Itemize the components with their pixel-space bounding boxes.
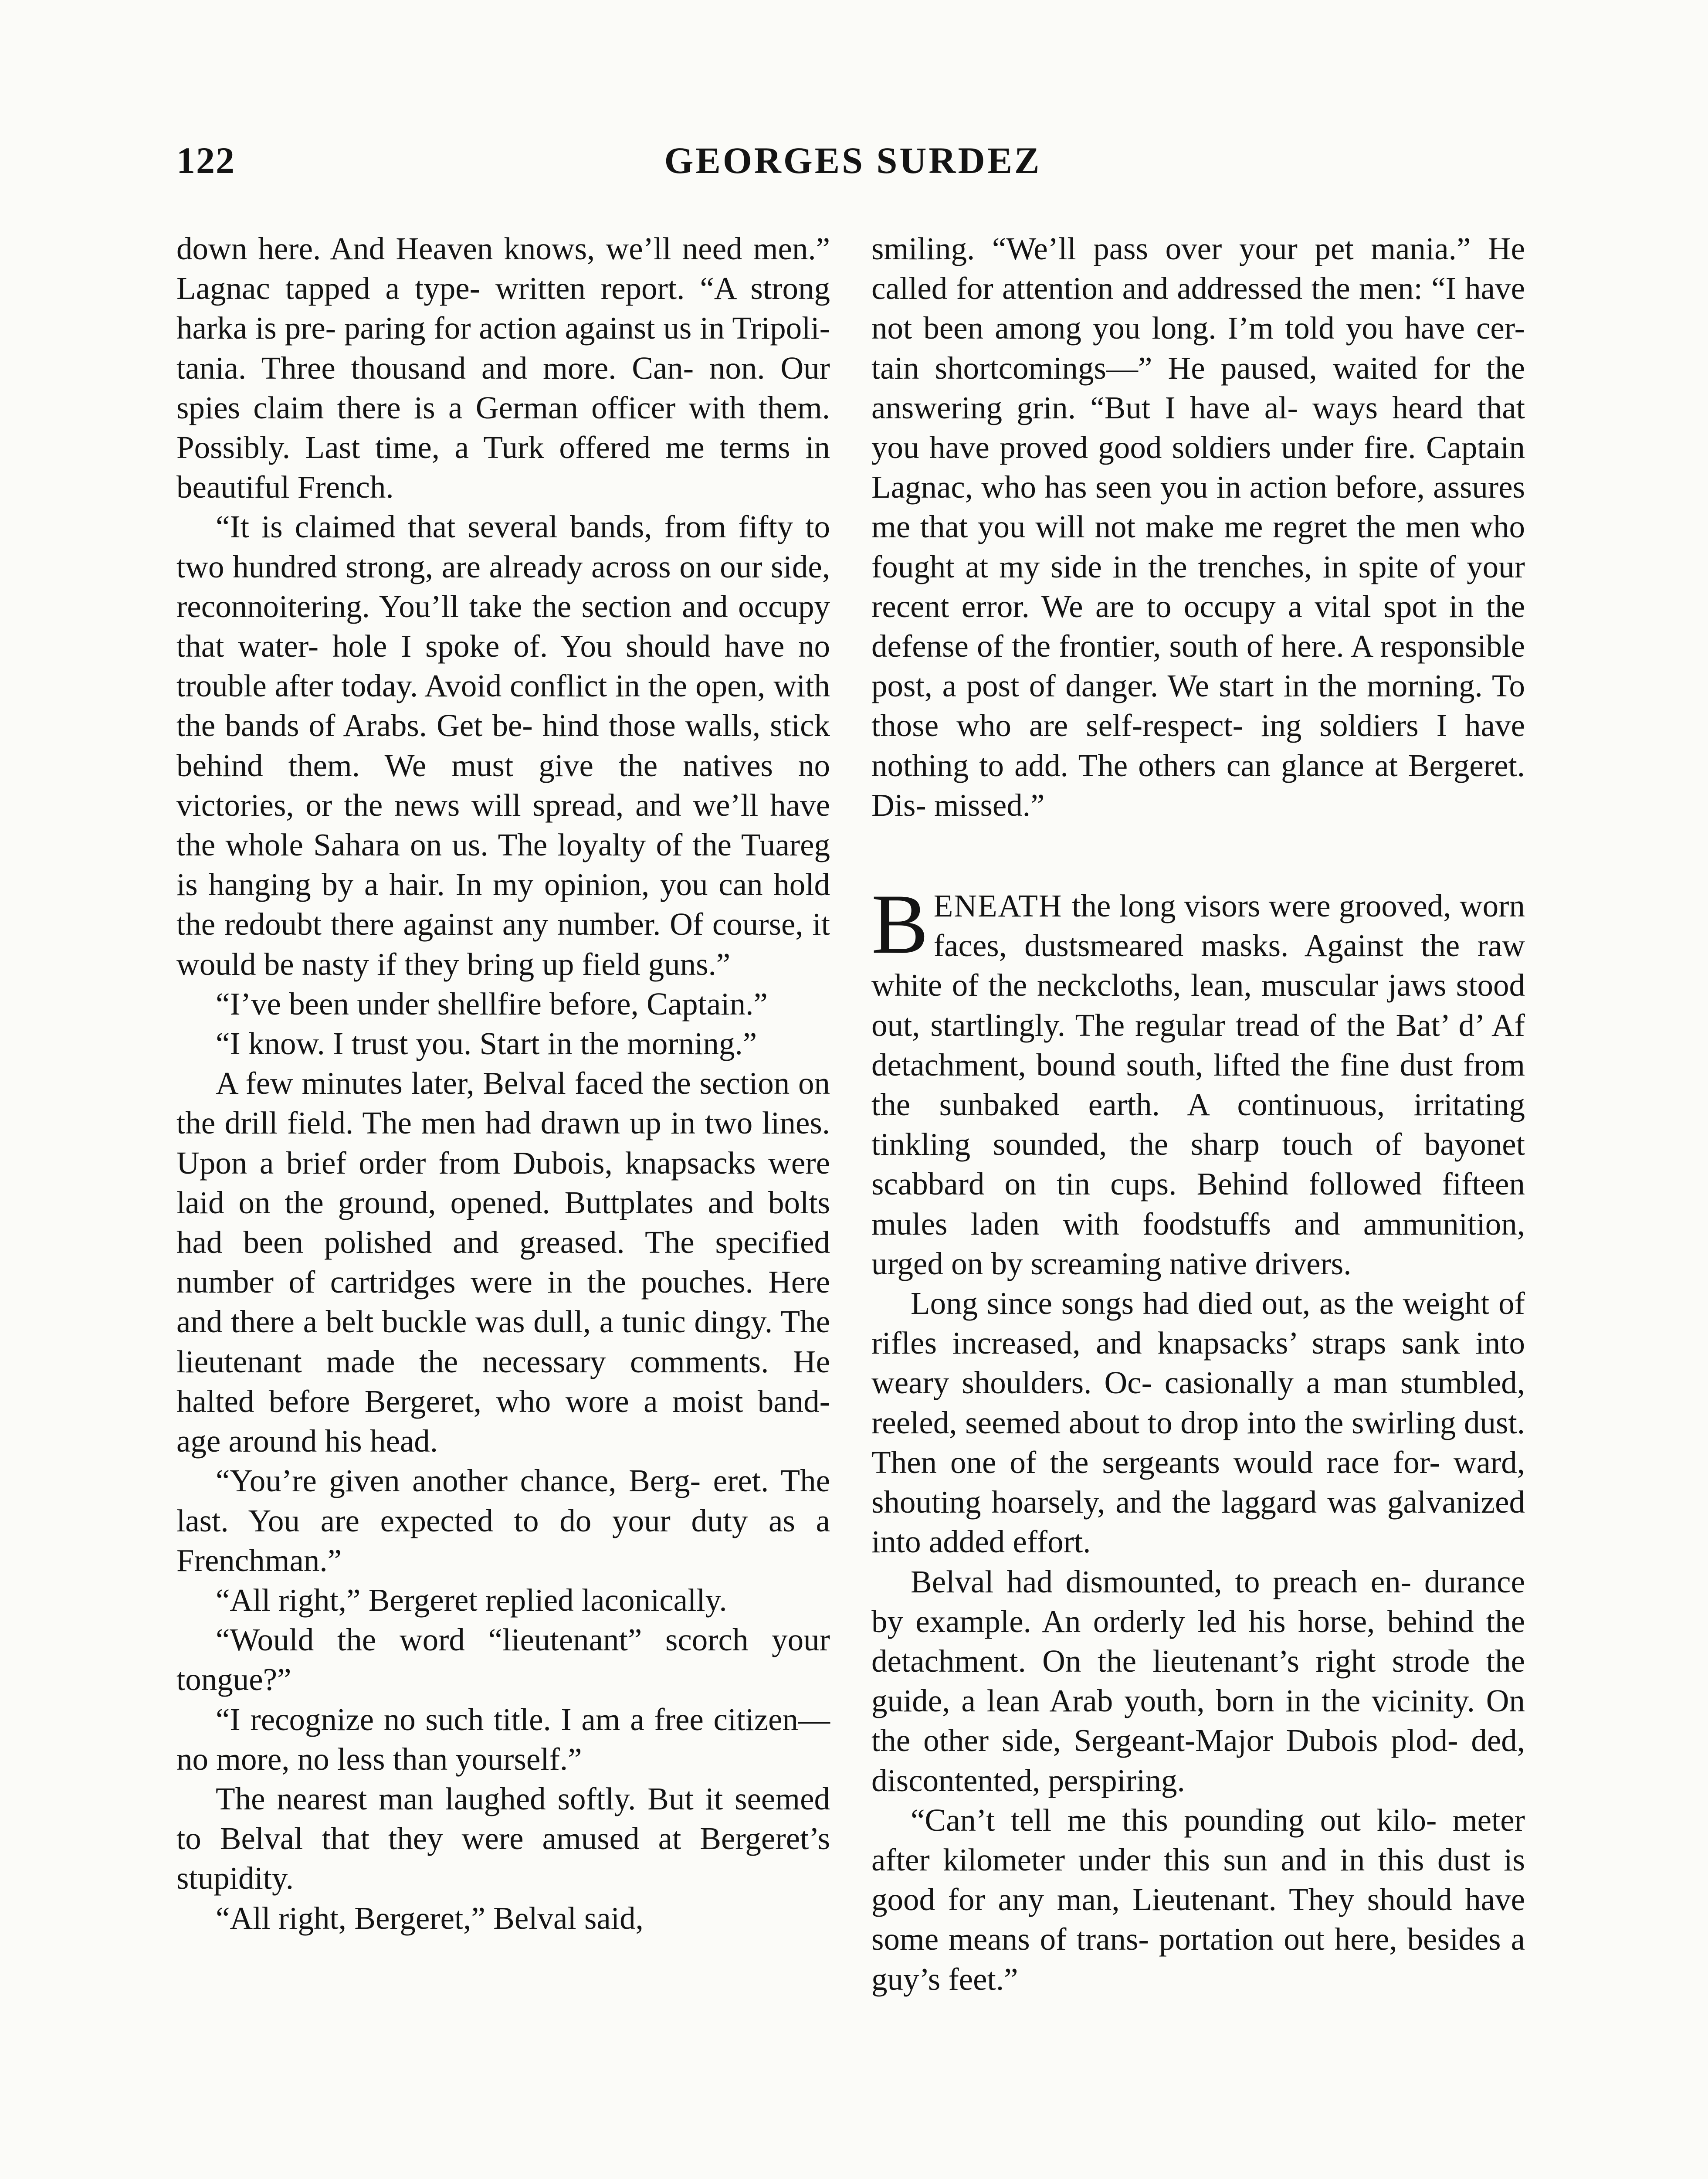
paragraph: “It is claimed that several bands, from fifty to two hundred strong, are already across on our side, reconnoitering. You’ll take the section and occupy that water- hole I spoke of. You should have no trouble after today. Avoid conflict in the open, with the bands of Arabs. Get be- hind those walls, stick behind them. We must give the natives no victories, or the news will spread, and we’ll have the whole Sahara on us. The loyalty of the Tuareg is hanging by a hair. In my opinion, you can hold the redoubt there against any number. Of course, it would be nasty if they bring up field guns.” bbox=[176, 509, 830, 982]
section-opening-paragraph bbox=[871, 877, 1525, 1283]
paragraph: “I know. I trust you. Start in the morning.” bbox=[216, 1026, 757, 1062]
paragraph: “I recognize no such title. I am a free citizen—no more, no less than yourself.” bbox=[176, 1701, 830, 1777]
section-opening-text: the long visors were grooved, worn faces, dustsmeared masks. Against the raw white of the neckcloths, lean, muscular jaws stood out, startlingly. The regular tread of the Bat’ d’ Af detachment, bound south, lifted the fine dust from the sunbaked earth. A continuous, irritating tinkling sounded, the sharp touch of bayonet scabbard on tin cups. Behind followed fifteen mules laden with foodstuffs and ammunition, urged on by screaming native drivers. bbox=[871, 888, 1525, 1281]
lead-word: ENEATH bbox=[933, 888, 1072, 924]
paragraph: “Can’t tell me this pounding out kilo- meter after kilometer under this sun and in this dust is good for any man, Lieutenant. They should have some means of trans- portation out here, besides a guy’s feet.” bbox=[871, 1802, 1525, 1997]
paragraph: “I’ve been under shellfire before, Captain.” bbox=[216, 986, 768, 1022]
paragraph: “You’re given another chance, Berg- eret. The last. You are expected to do your duty as a Frenchman.” bbox=[176, 1463, 830, 1578]
paragraph: down here. And Heaven knows, we’ll need men.” Lagnac tapped a type- written report. “A strong harka is pre- paring for action against us in Tripoli- tania. Three thousand and more. Can- non. Our spies claim there is a German officer with them. Possibly. Last time, a Turk offered me terms in beautiful French. bbox=[176, 231, 830, 505]
paragraph: A few minutes later, Belval faced the section on the drill field. The men had drawn up in two lines. Upon a brief order from Dubois, knapsacks were laid on the ground, opened. Buttplates and bolts had been polished and greased. The specified number of cartridges were in the pouches. Here and there a belt buckle was dull, a tunic dingy. The lieutenant made the necessary comments. He halted before Bergeret, who wore a moist band- age around his head. bbox=[176, 1066, 830, 1459]
paragraph: smiling. “We’ll pass over your pet mania.” He called for attention and addressed the men: “I have not been among you long. I’m told you have cer- tain shortcomings—” He paused, waited for the answering grin. “But I have al- ways heard that you have proved good soldiers under fire. Captain Lagnac, who has seen you in action before, assures me that you will not make me regret the men who fought at my side in the trenches, in spite of your recent error. We are to occupy a vital spot in the defense of the frontier, south of here. A responsible post, a post of danger. We start in the morning. To those who are self-respect- ing soldiers I have nothing to add. The others can glance at Bergeret. Dis- missed.” bbox=[871, 231, 1525, 823]
paragraph: “All right, Bergeret,” Belval said, bbox=[216, 1900, 644, 1936]
paragraph: The nearest man laughed softly. But it seemed to Belval that they were amused at Bergeret’s stupidity. bbox=[176, 1781, 830, 1896]
drop-cap: B bbox=[871, 877, 929, 972]
right-column bbox=[871, 229, 1525, 1999]
paragraph: Belval had dismounted, to preach en- durance by example. An orderly led his horse, behind the detachment. On the lieutenant’s right strode the guide, a lean Arab youth, born in the vicinity. On the other side, Sergeant-Major Dubois plod- ded, discontented, perspiring. bbox=[871, 1564, 1525, 1798]
running-head: GEORGES SURDEZ bbox=[664, 139, 1042, 181]
paragraph: “All right,” Bergeret replied laconically. bbox=[216, 1582, 727, 1618]
section-break bbox=[871, 825, 1525, 886]
paragraph: Long since songs had died out, as the weight of rifles increased, and knapsacks’ straps sank into weary shoulders. Oc- casionally a man stumbled, reeled, seemed about to drop into the swirling dust. Then one of the sergeants would race for- ward, shouting hoarsely, and the laggard was galvanized into added effort. bbox=[871, 1286, 1525, 1560]
left-column bbox=[176, 229, 830, 1938]
page-header bbox=[176, 139, 1529, 191]
paragraph: “Would the word “lieutenant” scorch your tongue?” bbox=[176, 1622, 830, 1697]
page-number: 122 bbox=[176, 139, 235, 181]
